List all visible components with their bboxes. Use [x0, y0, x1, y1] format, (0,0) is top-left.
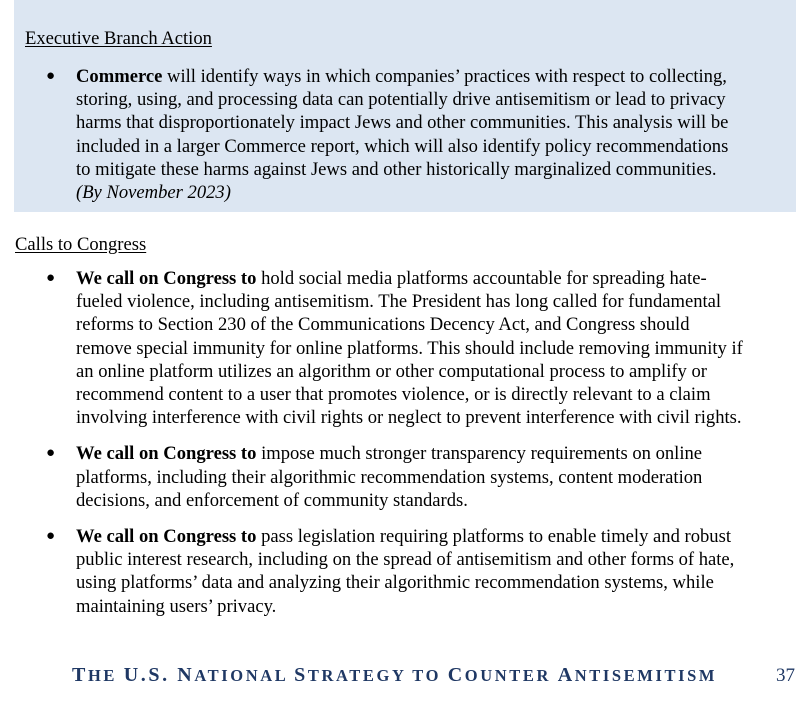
text-line	[76, 290, 798, 313]
body-text: storing, using, and processing data can potentially drive antisemitism or lead to privacy	[76, 89, 726, 111]
bullet-icon: ●	[46, 528, 56, 545]
text-line	[76, 360, 798, 383]
page-number: 37	[776, 665, 795, 686]
body-text: impose much stronger transparency requirements on online	[256, 443, 703, 465]
calls-to-congress-heading: Calls to Congress	[15, 234, 147, 255]
lead-phrase: We call on Congress to	[76, 526, 257, 548]
lead-phrase: We call on Congress to	[76, 443, 257, 465]
footer-title-smallcaps: OUNTER	[464, 666, 558, 685]
text-line	[76, 337, 798, 360]
body-text: recommend content to a user that promotes violence, or is directly relevant to a claim	[76, 384, 711, 406]
text-line	[76, 267, 798, 290]
text-line	[76, 65, 781, 88]
text-line	[76, 111, 781, 134]
text-line	[76, 135, 781, 158]
body-text: fueled violence, including antisemitism. The President has long called for fundamental	[76, 291, 722, 313]
text-line	[76, 595, 798, 618]
body-text: remove special immunity for online platforms. This should include removing immunity if	[76, 337, 743, 359]
text-line	[76, 158, 781, 181]
footer-title-capital: T	[72, 664, 88, 686]
body-text: using platforms’ data and analyzing their algorithmic recommendation systems, while	[76, 572, 714, 594]
list-item	[46, 525, 798, 618]
footer-title-capital: A	[557, 664, 575, 686]
footer-title-smallcaps: HE	[87, 666, 124, 685]
body-text: will identify ways in which companies’ practices with respect to collecting,	[162, 66, 727, 87]
lead-phrase: Commerce	[76, 66, 163, 87]
text-line	[76, 313, 798, 336]
bullet-icon: ●	[46, 68, 56, 84]
bullet-icon: ●	[46, 270, 56, 286]
footer-title-smallcaps: NTISEMITISM	[574, 666, 718, 685]
text-line	[76, 442, 798, 465]
body-text: pass legislation requiring platforms to enable timely and robust	[256, 526, 731, 548]
body-text: reforms to Section 230 of the Communications Decency Act, and Congress should	[76, 314, 690, 336]
text-line	[76, 489, 798, 512]
text-line	[76, 525, 798, 548]
body-text: decisions, and enforcement of community standards.	[76, 489, 468, 511]
text-line	[76, 548, 798, 571]
body-text: harms that disproportionately impact Jews and other communities. This analysis will be	[76, 112, 729, 134]
text-line	[76, 571, 798, 594]
body-text: platforms, including their algorithmic recommendation systems, content moderation	[76, 466, 703, 488]
footer-title-smallcaps: TRATEGY TO	[307, 666, 448, 685]
footer-title-smallcaps: ATIONAL	[194, 666, 295, 685]
list-item	[46, 442, 798, 512]
body-text: maintaining users’ privacy.	[76, 595, 277, 617]
body-text: to mitigate these harms against Jews and other historically marginalized communities.	[76, 158, 717, 180]
executive-action-list	[46, 65, 781, 204]
footer-title-capital: C	[447, 664, 465, 686]
lead-phrase: We call on Congress to	[76, 268, 257, 289]
body-text: public interest research, including on the spread of antisemitism and other forms of hate,	[76, 549, 735, 571]
text-line	[76, 88, 781, 111]
body-text: included in a larger Commerce report, which will also identify policy recommendations	[76, 135, 729, 157]
text-line	[76, 383, 798, 406]
list-item	[46, 65, 781, 204]
footer-title-capital: S	[294, 664, 308, 686]
bullet-icon: ●	[46, 445, 56, 462]
footer-title-capital: N	[177, 664, 195, 686]
footer-title-capital: U.S.	[123, 664, 178, 686]
calls-to-congress-list	[46, 267, 798, 631]
text-line	[76, 406, 798, 429]
body-text: hold social media platforms accountable for spreading hate-	[256, 268, 707, 289]
body-text: involving interference with civil rights or neglect to prevent interference with civil rights.	[76, 407, 742, 429]
body-text: an online platform utilizes an algorithm or other computational process to amplify or	[76, 360, 707, 382]
footer-document-title	[72, 664, 796, 687]
deadline-date: (By November 2023)	[76, 182, 231, 204]
list-item	[46, 267, 798, 429]
executive-branch-heading: Executive Branch Action	[25, 28, 212, 49]
text-line	[76, 466, 798, 489]
